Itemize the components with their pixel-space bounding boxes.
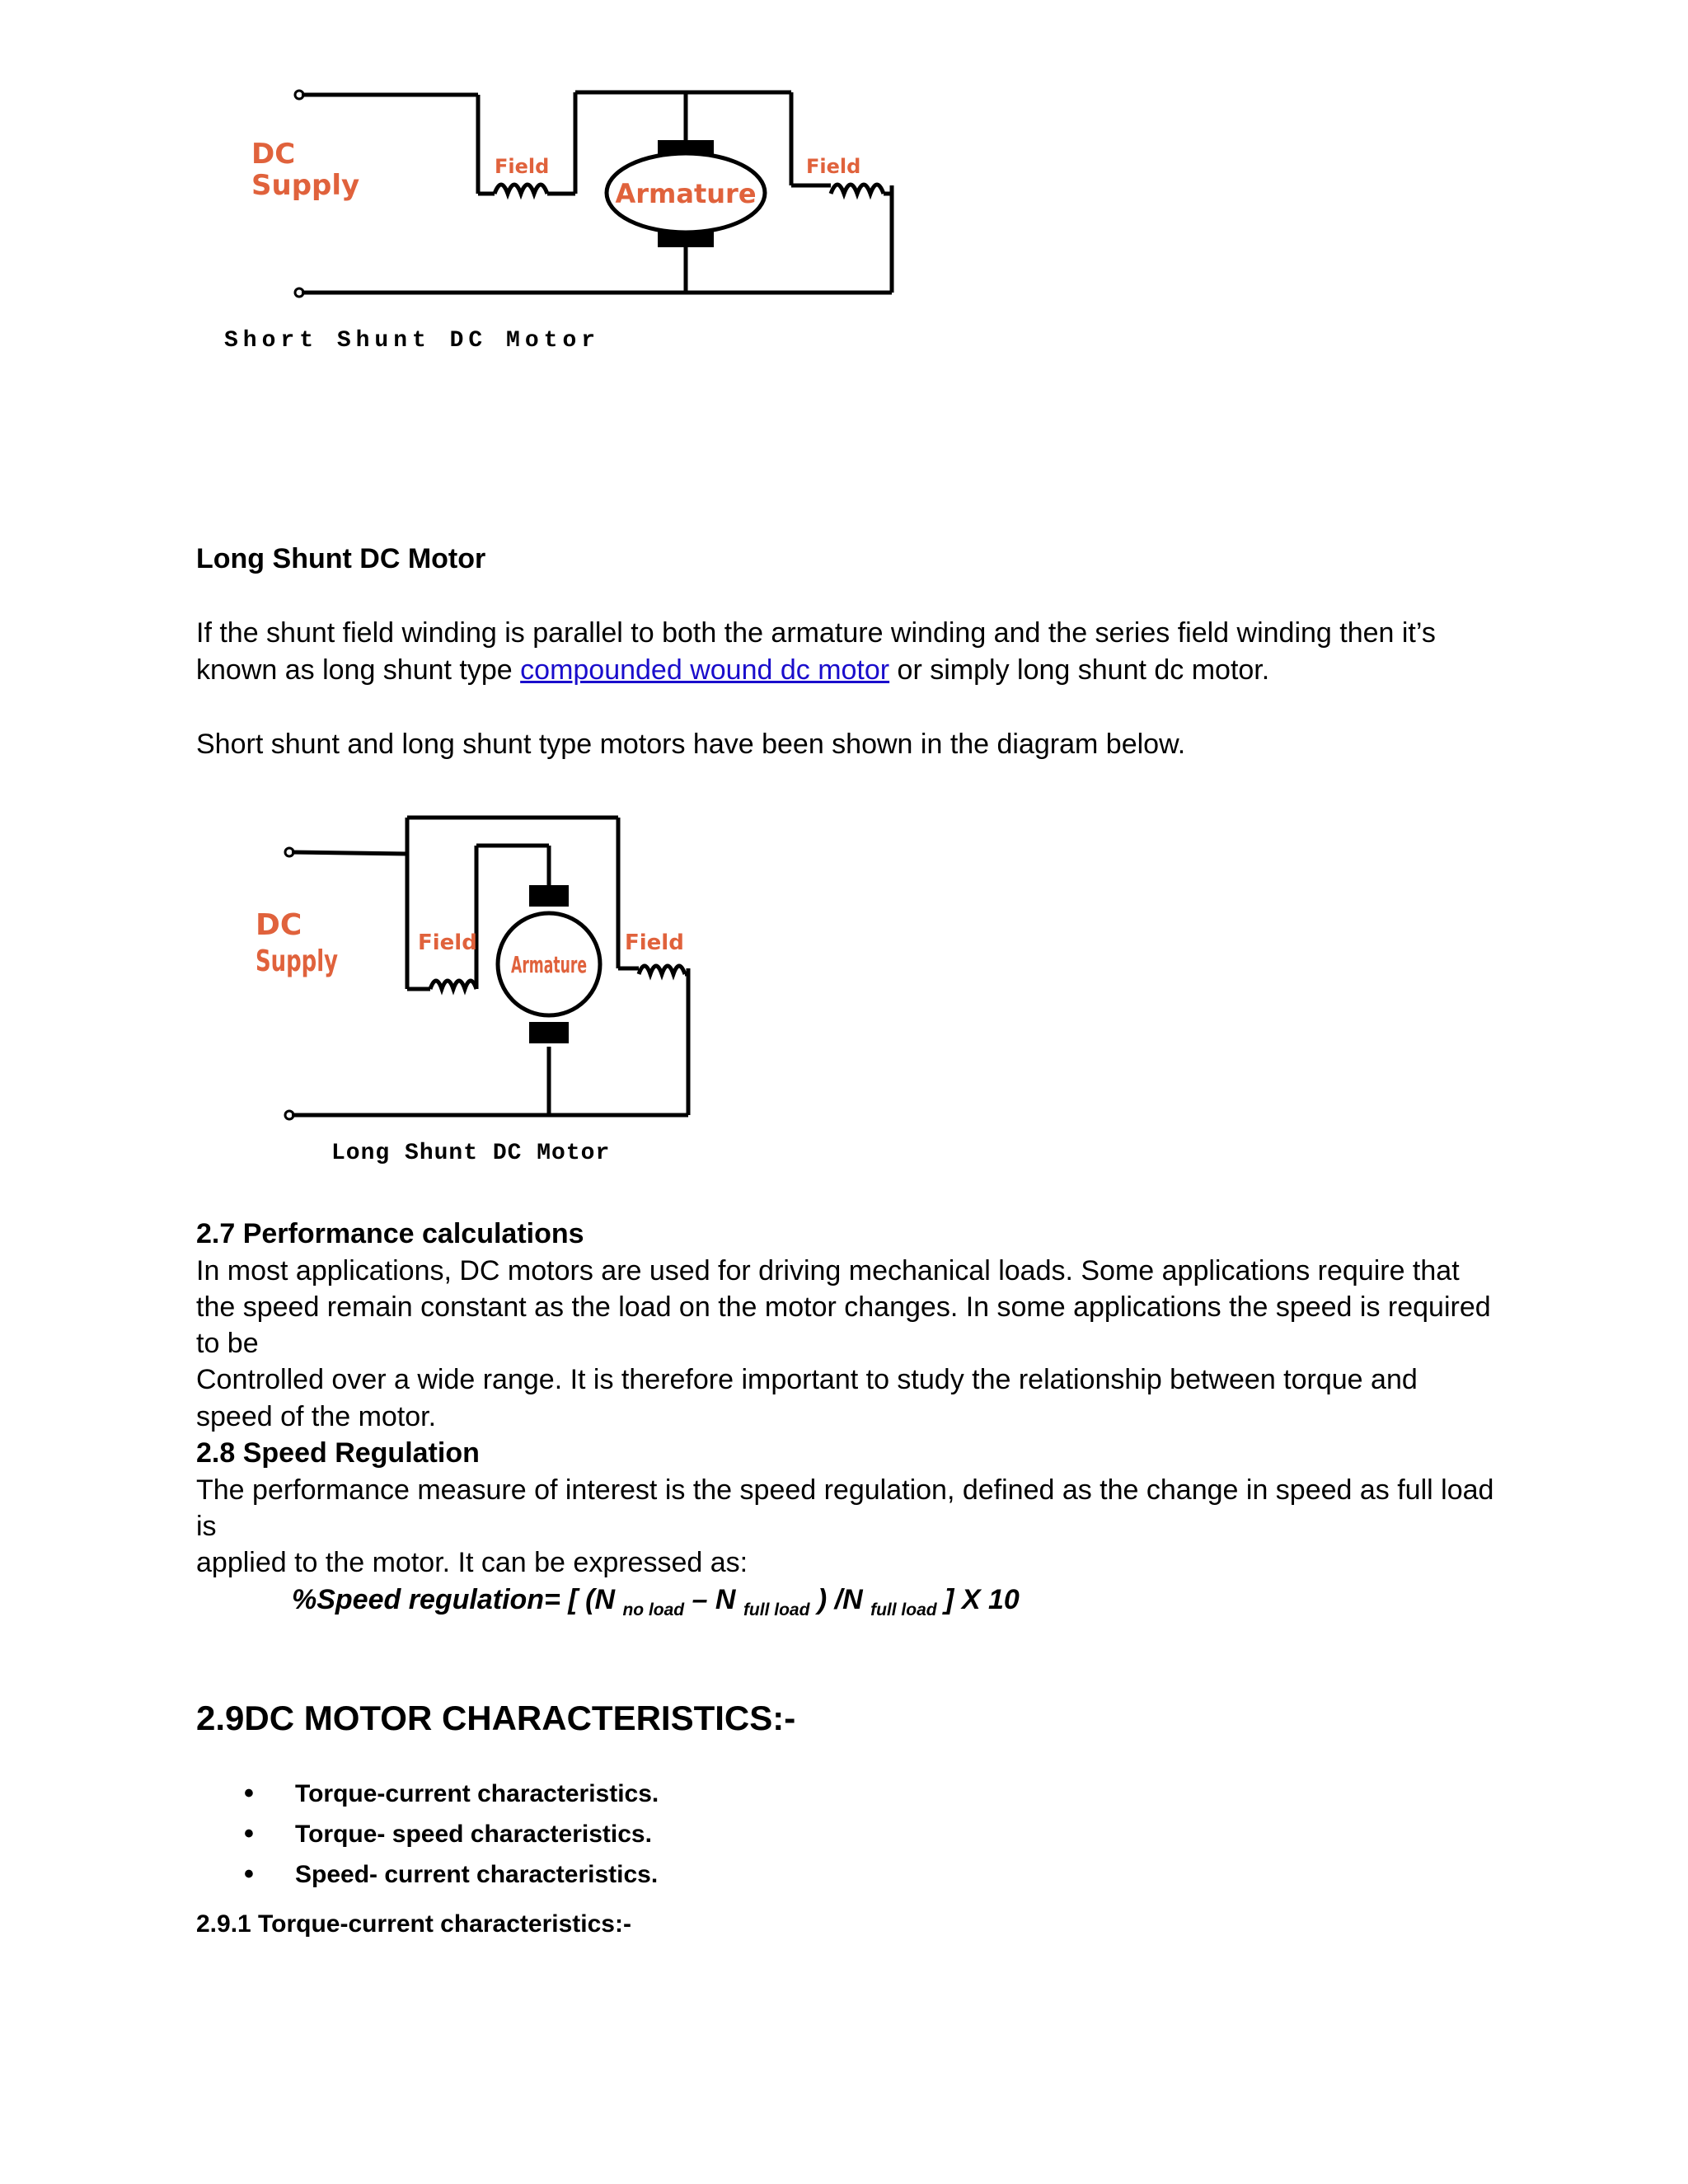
armature-label-2: Armature (511, 951, 587, 978)
formula-sub-no-load: no load (622, 1600, 685, 1619)
formula-mid1: – N (684, 1584, 743, 1615)
section-2-7-line: to be (196, 1328, 259, 1359)
section-2-8-heading: 2.8 Speed Regulation (196, 1437, 480, 1469)
section-2-7-heading: 2.7 Performance calculations (196, 1218, 584, 1249)
formula-sub-full-load: full load (743, 1600, 810, 1619)
field-label-right-2: Field (625, 930, 684, 955)
formula-mid2: ) /N (809, 1584, 871, 1615)
list-item: • Torque-current characteristics. (196, 1774, 659, 1814)
dc-label-2: DC (256, 908, 302, 942)
diagram-intro-para: Short shunt and long shunt type motors have been shown in the diagram below. (196, 729, 1186, 760)
formula-suffix: ] X 10 (936, 1584, 1020, 1615)
field-label-right: Field (806, 155, 861, 178)
long-shunt-heading: Long Shunt DC Motor (196, 543, 486, 574)
long-shunt-para-line1: If the shunt field winding is parallel to both the armature winding and the series field winding then it’s (196, 617, 1436, 649)
armature-label: Armature (615, 178, 757, 209)
list-item: • Speed- current characteristics. (196, 1854, 659, 1895)
long-shunt-caption: Long Shunt DC Motor (331, 1141, 611, 1166)
supply-label: Supply (251, 169, 360, 202)
section-2-7-line: the speed remain constant as the load on the motor changes. In some applications the speed is required (196, 1291, 1491, 1323)
section-2-8-line: is (196, 1511, 217, 1542)
section-2-7-line: speed of the motor. (196, 1401, 437, 1432)
para-text-after: or simply long shunt dc motor. (889, 654, 1270, 686)
compounded-motor-link[interactable]: compounded wound dc motor (520, 654, 890, 686)
section-2-8-line: The performance measure of interest is the speed regulation, defined as the change in speed as full load (196, 1474, 1494, 1506)
section-2-9-heading: 2.9DC MOTOR CHARACTERISTICS:- (196, 1699, 796, 1737)
section-2-7-line: Controlled over a wide range. It is therefore important to study the relationship between torque and (196, 1364, 1418, 1395)
field-label-left-2: Field (418, 930, 477, 955)
speed-regulation-formula (292, 1582, 1020, 1629)
dc-label: DC (251, 138, 296, 171)
section-2-9-1-heading: 2.9.1 Torque-current characteristics:- (196, 1910, 631, 1938)
supply-label-2: Supply (256, 944, 338, 978)
long-shunt-para-line2 (196, 652, 1269, 688)
long-shunt-diagram (247, 799, 709, 1129)
para-text-before: known as long shunt type (196, 654, 521, 686)
section-2-7-line: In most applications, DC motors are used for driving mechanical loads. Some applications require that (196, 1255, 1460, 1286)
formula-sub-full-load-2: full load (870, 1600, 937, 1619)
list-item: • Torque- speed characteristics. (196, 1814, 659, 1854)
characteristics-list (196, 1774, 659, 1895)
short-shunt-caption: Short Shunt DC Motor (224, 328, 601, 354)
field-label-left: Field (495, 155, 550, 178)
section-2-8-line: applied to the motor. It can be expressed as: (196, 1547, 748, 1578)
short-shunt-diagram (214, 74, 923, 371)
formula-prefix: %Speed regulation= [ (N (292, 1584, 623, 1615)
